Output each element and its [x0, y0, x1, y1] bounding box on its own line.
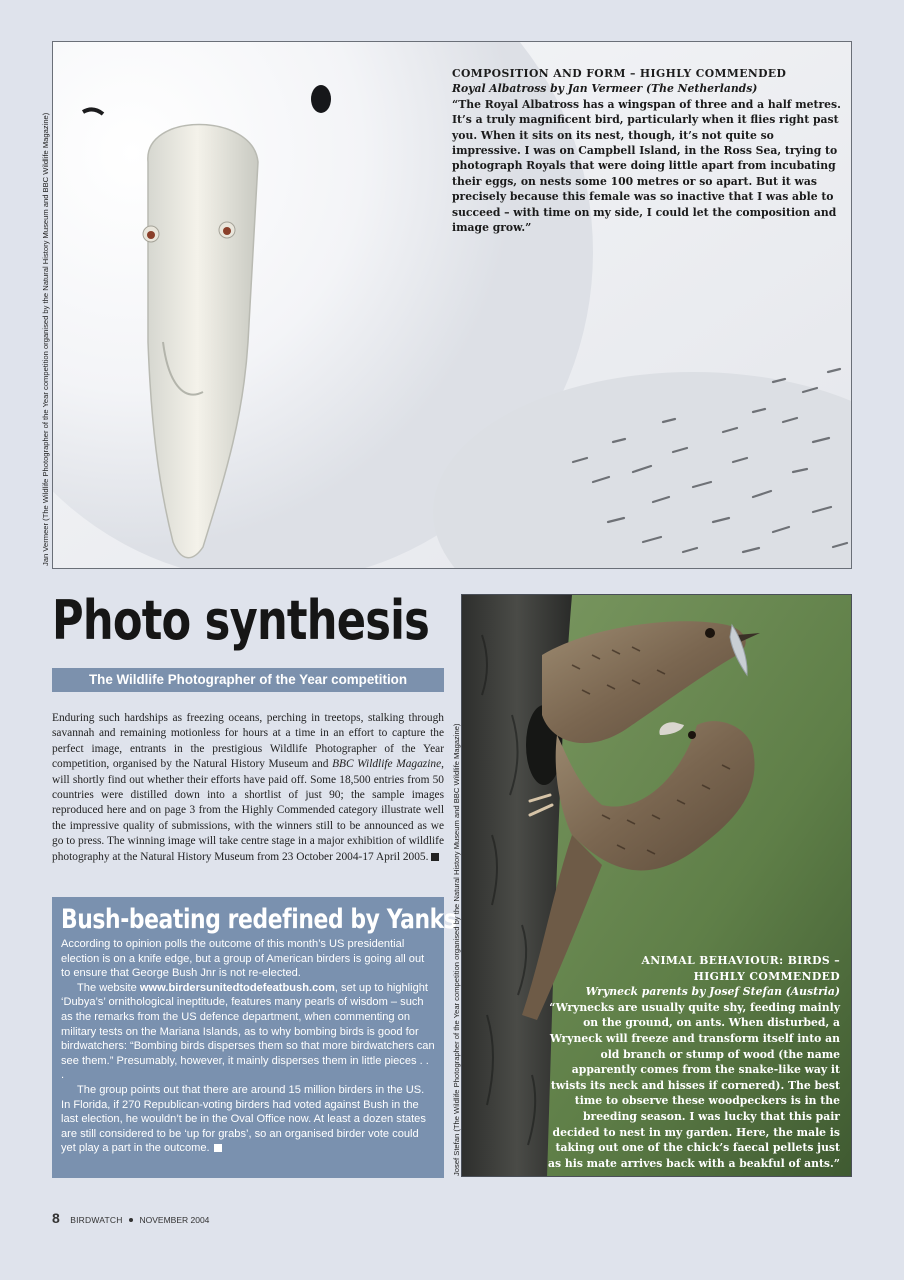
sidebar-paragraph-1: According to opinion polls the outcome of this month’s US presidential election is on a knife edge, but a group of American birders is going all out to ensure that George Bush Jnr is not re-elected.: [61, 938, 425, 980]
article-body-text-2: , will shortly find out whether their efforts have paid off. Some 18,500 entries from 50 countries were distilled down into a shortlist of just 90; the sample images reproduced here and on page 3 from the Highly Commended category illustrate well the impressive quality of submissions, with the winners still to be announced as we go to press. The winning image will take centre stage in a major exhibition of wildlife photography at the Natural History Museum from 23 October 2004-17 April 2005.: [52, 758, 444, 863]
sidebar-title: Bush-beating redefined by Yanks: [61, 904, 457, 935]
wryneck-category-line-1: ANIMAL BEHAVIOUR: BIRDS –: [641, 954, 840, 967]
wryneck-photo-credit-line: Wryneck parents by Josef Stefan (Austria): [585, 985, 840, 999]
page-footer: [52, 1210, 209, 1230]
article-body-magazine-title: BBC Wildlife Magazine: [332, 758, 442, 771]
footer-bullet: [129, 1218, 133, 1222]
albatross-photo-credit-line: Royal Albatross by Jan Vermeer (The Netherlands): [452, 82, 758, 96]
end-of-sidebar-mark: [214, 1144, 222, 1152]
end-of-article-mark: [431, 853, 439, 861]
sidebar-website-link[interactable]: www.birdersunitedtodefeatbush.com: [139, 981, 335, 994]
page-number: 8: [52, 1210, 60, 1226]
albatross-category: COMPOSITION AND FORM – HIGHLY COMMENDED: [452, 67, 787, 80]
wryneck-caption: [540, 953, 840, 1171]
sidebar-p2-intro: The website: [77, 981, 140, 994]
wryneck-photographer-credit: Josef Stefan (The Wildlife Photographer of the Year competition organised by the Natural History Museum and BBC Wildlife Magazine): [452, 723, 461, 1176]
page-headline: Photo synthesis: [52, 589, 430, 652]
wryneck-quote: “Wrynecks are usually quite shy, feeding mainly on the ground, on ants. When disturbed, a Wryneck will freeze and transform itself into an old branch or stump of wood (the name apparently comes from the snake-like way it twists its neck and hisses if cornered). The best time to observe these woodpeckers is in the breeding season. I was lucky that this pair decided to nest in my garden. Here, the male is taking out one of the chick’s faecal pellets just as his mate arrives back with a beakful of ants.”: [548, 1000, 840, 1170]
albatross-caption: [452, 66, 844, 235]
sidebar-paragraph-2: [61, 981, 435, 1083]
sidebar-paragraph-3: [61, 1083, 435, 1156]
sidebar-p3-text: The group points out that there are around 15 million birders in the US. In Florida, if 270 Republican-voting birders had voted against Bush in the last election, he wouldn’t be in the Oval Office now. At least a dozen states are still considered to be ‘up for grabs’, so an organised birder vote could yet play a part in the outcome.: [61, 1083, 426, 1155]
article-body: [52, 711, 444, 865]
sidebar-p2-text: , set up to highlight ‘Dubya’s’ ornithological ineptitude, features many pearls of wisdom – such as the remarks from the US defence department, when commenting on military tests on the Mariana Islands, as to why bombing birds is good for birdwatchers: “Bombing birds disperses them so that more birdwatchers can see them.” Presumably, however, it mainly disperses them in little pieces . . .: [61, 981, 435, 1082]
sidebar-box: [52, 897, 457, 1178]
footer-magazine-name: BIRDWATCH: [70, 1215, 123, 1225]
albatross-quote: “The Royal Albatross has a wingspan of three and a half metres. It’s a truly magnificent bird, particularly when it flies right past you. When it sits on its nest, though, it’s not quite so impressive. I was on Campbell Island, in the Ross Sea, trying to photograph Royals that were doing little apart from incubating their eggs, on nests some 100 metres or so apart. But it was precisely because this female was so inactive that I was able to succeed – with time on my side, I could let the composition and image grow.”: [452, 97, 841, 235]
article-subhead: The Wildlife Photographer of the Year competition: [52, 668, 444, 692]
article-body-text-1: Enduring such hardships as freezing oceans, perching in treetops, stalking through savannah and remaining motionless for hours at a time in an effort to capture the perfect image, entrants in the prestigious Wildlife Photographer of the Year competition, organised by the Natural History Museum and: [52, 712, 444, 771]
albatross-photographer-credit: Jan Vermeer (The Wildlife Photographer of the Year competition organised by the Natural History Museum and BBC Wildlife Magazine): [41, 112, 50, 566]
footer-issue-date: NOVEMBER 2004: [139, 1215, 210, 1225]
wryneck-category-line-2: HIGHLY COMMENDED: [693, 969, 840, 983]
